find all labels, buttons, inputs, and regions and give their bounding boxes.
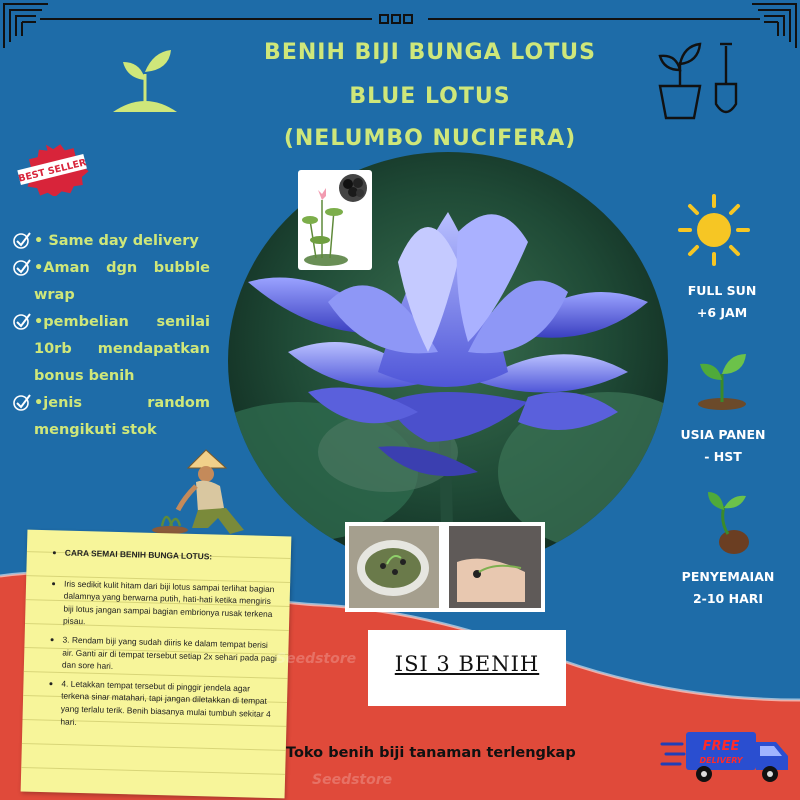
germinating-seed-icon [704, 486, 754, 558]
feature-text: • Same day delivery [34, 233, 199, 249]
pot-and-shovel-icon [652, 40, 752, 122]
best-seller-badge [12, 142, 92, 196]
top-frame-line [0, 0, 800, 40]
frame-corner-icon [750, 2, 798, 50]
harvest-age-label [668, 424, 778, 468]
delivery-truck-icon [660, 726, 794, 788]
harvest-line-1: USIA PANEN [680, 427, 766, 442]
lotus-plant-inset-photo [298, 170, 372, 270]
feature-item [12, 255, 210, 309]
instructions-text [50, 546, 281, 739]
feature-text: •Aman dgn bubble wrap [34, 260, 210, 303]
title-line-2: BLUE LOTUS [349, 84, 511, 109]
watermark: Seedstore [276, 651, 357, 667]
sun-line-1: FULL SUN [687, 283, 757, 298]
best-seller-label: BEST SELLER [17, 157, 88, 185]
seed-soaking-photos [345, 522, 545, 612]
feature-item [12, 309, 210, 390]
contents-label-box [368, 630, 566, 706]
feature-text: •pembelian senilai 10rb mendapatkan bonus benih [34, 314, 210, 384]
sun-icon [674, 192, 754, 268]
store-tagline: Toko benih biji tanaman terlengkap [286, 745, 576, 761]
title-line-1: BENIH BIJI BUNGA LOTUS [264, 40, 596, 65]
checkmark-icon [12, 311, 32, 331]
sun-requirement-label [672, 280, 772, 324]
sprout-icon [105, 40, 185, 120]
seedling-icon [694, 348, 750, 410]
checkmark-icon [12, 257, 32, 277]
feature-text: •jenis random mengikuti stok [34, 395, 210, 438]
watermark: Seedstore [312, 772, 393, 788]
title-line-3: (NELUMBO NUCIFERA) [283, 126, 577, 151]
frame-corner-icon [2, 2, 50, 50]
instruction-step: • 4. Letakkan tempat tersebut di pinggir jendela agar terkena sinar matahari, tapi jangan diletakkan di tempat yang terlalu terik. Benih biasanya mulai tumbuh sekitar 4 hari. [60, 677, 277, 733]
feature-item [12, 390, 210, 444]
delivery-label: DELIVERY [699, 756, 743, 765]
feature-item [12, 228, 210, 255]
germ-line-1: PENYEMAIAN [681, 569, 775, 584]
feature-list [12, 228, 210, 444]
instruction-step: • 3. Rendam biji yang sudah diiris ke dalam tempat berisi air. Ganti air di tempat tersebut setiap 2x sehari pada pagi dan sore hari. [62, 634, 279, 677]
instruction-step: • Iris sedikit kulit hitam dari biji lotus sampai terlihat bagian dalamnya yang berwarna putih, hati-hati ketika mengiris biji lotus jangan sampai bagian embrionya rusak terkena pisau. [63, 577, 280, 633]
checkmark-icon [12, 392, 32, 412]
checkmark-icon [12, 230, 32, 250]
contents-label: ISI 3 BENIH [394, 652, 540, 676]
lotus-flower-photo [228, 152, 668, 570]
harvest-line-2: - HST [704, 449, 742, 464]
instructions-heading: • CARA SEMAI BENIH BUNGA LOTUS: [65, 547, 281, 565]
instructions-note [21, 530, 292, 799]
germination-label [668, 566, 788, 610]
farmer-planting-icon [148, 446, 248, 538]
germ-line-2: 2-10 HARI [692, 591, 764, 606]
sun-line-2: +6 JAM [696, 305, 748, 320]
free-label: FREE [702, 739, 740, 754]
